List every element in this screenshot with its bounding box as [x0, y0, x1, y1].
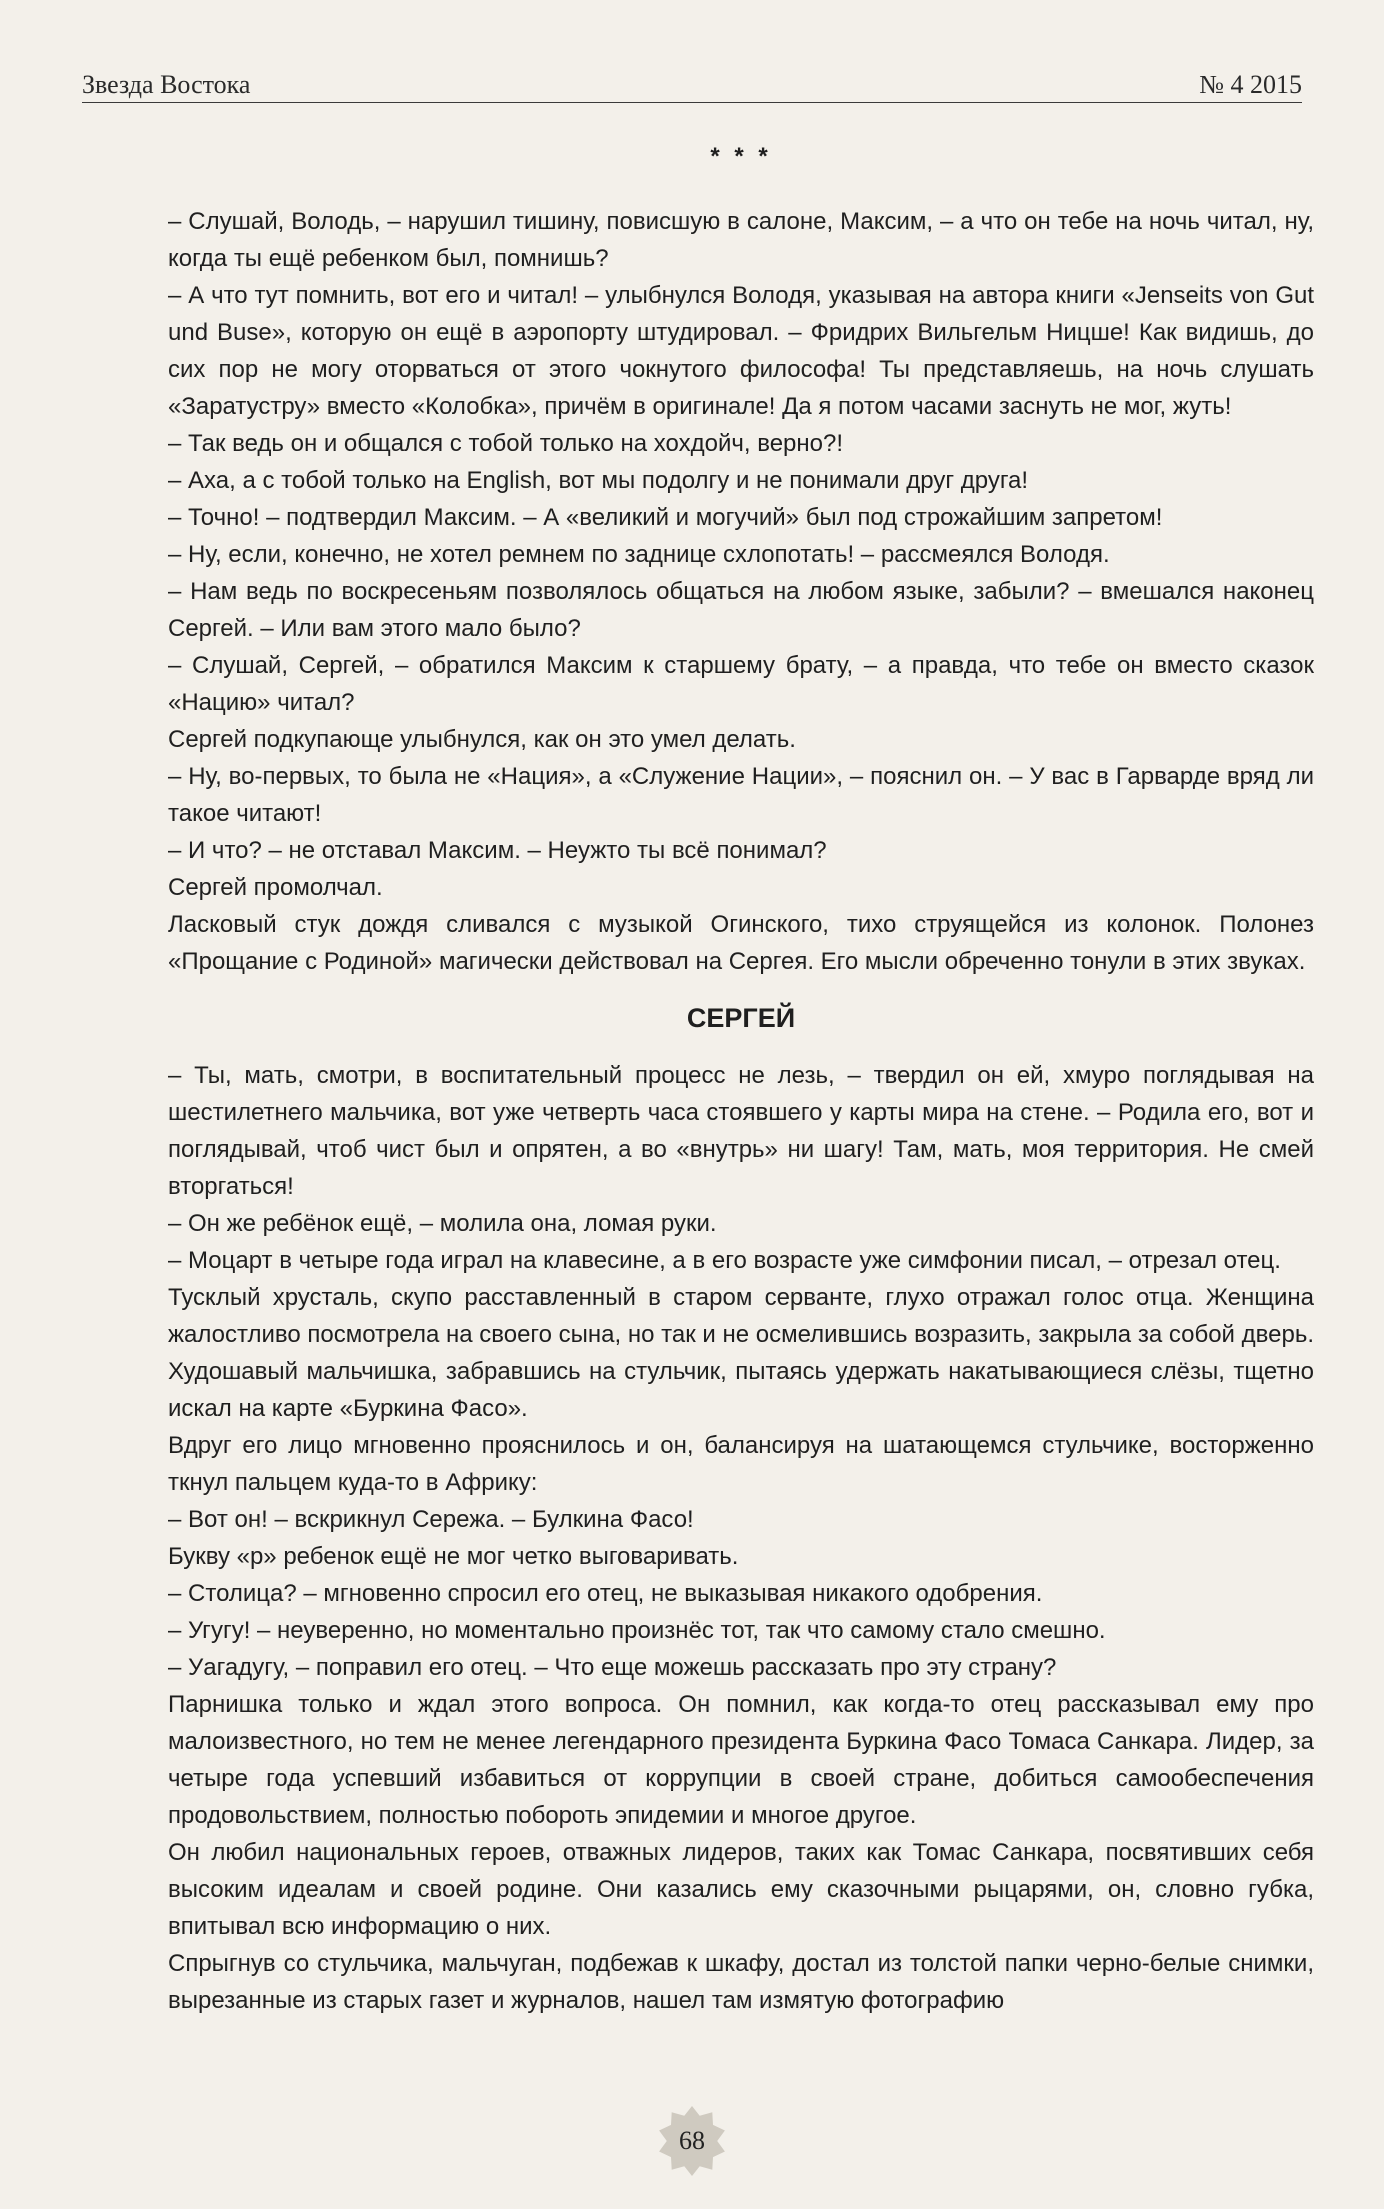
paragraph: – Угугу! – неуверенно, но моментально произнёс тот, так что самому стало смешно. — [168, 1617, 1106, 1644]
paragraph: – Так ведь он и общался с тобой только на хохдойч, верно?! — [168, 430, 843, 457]
journal-title: Звезда Востока — [82, 70, 251, 99]
page-number-badge — [657, 2106, 727, 2176]
page-number: 68 — [679, 2126, 705, 2155]
paragraph: Парнишка только и ждал этого вопроса. Он помнил, как когда-то отец рассказывал ему про малоизвестного, но тем не менее легендарного президента Буркина Фасо Томаса Санкара. Лидер, за четыре года успевший избавиться от коррупции в своей стране, добиться самообеспечения продовольствием, полностью побороть эпидемии и многое другое. — [168, 1691, 1314, 1829]
story-part-2 — [168, 1057, 1314, 2019]
paragraph: Спрыгнув со стульчика, мальчуган, подбежав к шкафу, достал из толстой папки черно-белые снимки, вырезанные из старых газет и журналов, нашел там измятую фотографию — [168, 1950, 1314, 2014]
paragraph: Тусклый хрусталь, скупо расставленный в старом серванте, глухо отражал голос отца. Женщина жалостливо посмотрела на своего сына, но так и не осмелившись возразить, закрыла за собой дверь. Худошавый мальчишка, забравшись на стульчик, пытаясь удержать накатывающиеся слёзы, тщетно искал на карте «Буркина Фасо». — [168, 1284, 1314, 1422]
dialogue-part-1 — [168, 203, 1314, 980]
paragraph: – Нам ведь по воскресеньям позволялось общаться на любом языке, забыли? – вмешался наконец Сергей. – Или вам этого мало было? — [168, 578, 1314, 642]
paragraph: – Слушай, Володь, – нарушил тишину, повисшую в салоне, Максим, – а что он тебе на ночь читал, ну, когда ты ещё ребенком был, помнишь? — [168, 208, 1314, 272]
paragraph: – Ну, если, конечно, не хотел ремнем по заднице схлопотать! – рассмеялся Володя. — [168, 541, 1110, 568]
paragraph: – Аха, а с тобой только на English, вот мы подолгу и не понимали друг друга! — [168, 467, 1029, 494]
paragraph: – Вот он! – вскрикнул Сережа. – Булкина Фасо! — [168, 1506, 694, 1533]
article-body — [168, 138, 1314, 2019]
paragraph: – Уагадугу, – поправил его отец. – Что еще можешь рассказать про эту страну? — [168, 1654, 1057, 1681]
paragraph: – Точно! – подтвердил Максим. – А «великий и могучий» был под строжайшим запретом! — [168, 504, 1163, 531]
paragraph: – Столица? – мгновенно спросил его отец, не выказывая никакого одобрения. — [168, 1580, 1043, 1607]
paragraph: Ласковый стук дождя сливался с музыкой Огинского, тихо струящейся из колонок. Полонез «Прощание с Родиной» магически действовал на Сергея. Его мысли обреченно тонули в этих звуках. — [168, 911, 1314, 975]
paragraph: – Ты, мать, смотри, в воспитательный процесс не лезь, – твердил он ей, хмуро поглядывая на шестилетнего мальчика, вот уже четверть часа стоявшего у карты мира на стене. – Родила его, вот и поглядывай, чтоб чист был и опрятен, а во «внутрь» ни шагу! Там, мать, моя территория. Не смей вторгаться! — [168, 1062, 1314, 1200]
paragraph: – Он же ребёнок ещё, – молила она, ломая руки. — [168, 1210, 717, 1237]
section-separator: * * * — [710, 143, 772, 170]
paragraph: Сергей подкупающе улыбнулся, как он это умел делать. — [168, 726, 796, 753]
paragraph: – И что? – не отставал Максим. – Неужто ты всё понимал? — [168, 837, 827, 864]
issue-number: № 4 2015 — [1199, 70, 1302, 99]
running-header — [82, 58, 1302, 103]
paragraph: Он любил национальных героев, отважных лидеров, таких как Томас Санкара, посвятивших себя высоким идеалам и своей родине. Они казались ему сказочными рыцарями, он, словно губка, впитывал всю информацию о них. — [168, 1839, 1314, 1940]
section-title: СЕРГЕЙ — [686, 1003, 796, 1033]
paragraph: Сергей промолчал. — [168, 874, 383, 901]
paragraph: – А что тут помнить, вот его и читал! – улыбнулся Володя, указывая на автора книги «Jenseits von Gut und Buse», которую он ещё в аэропорту штудировал. – Фридрих Вильгельм Ницше! Как видишь, до сих пор не могу оторваться от этого чокнутого философа! Ты представляешь, на ночь слушать «Заратустру» вместо «Колобка», причём в оригинале! Да я потом часами заснуть не мог, жуть! — [168, 282, 1314, 420]
paragraph: Букву «р» ребенок ещё не мог четко выговаривать. — [168, 1543, 739, 1570]
paragraph: – Ну, во-первых, то была не «Нация», а «Служение Нации», – пояснил он. – У вас в Гарварде вряд ли такое читают! — [168, 763, 1314, 827]
paragraph: – Моцарт в четыре года играл на клавесине, а в его возрасте уже симфонии писал, – отрезал отец. — [168, 1247, 1281, 1274]
paragraph: – Слушай, Сергей, – обратился Максим к старшему брату, – а правда, что тебе он вместо сказок «Нацию» читал? — [168, 652, 1314, 716]
paragraph: Вдруг его лицо мгновенно прояснилось и он, балансируя на шатающемся стульчике, восторженно ткнул пальцем куда-то в Африку: — [168, 1432, 1314, 1496]
